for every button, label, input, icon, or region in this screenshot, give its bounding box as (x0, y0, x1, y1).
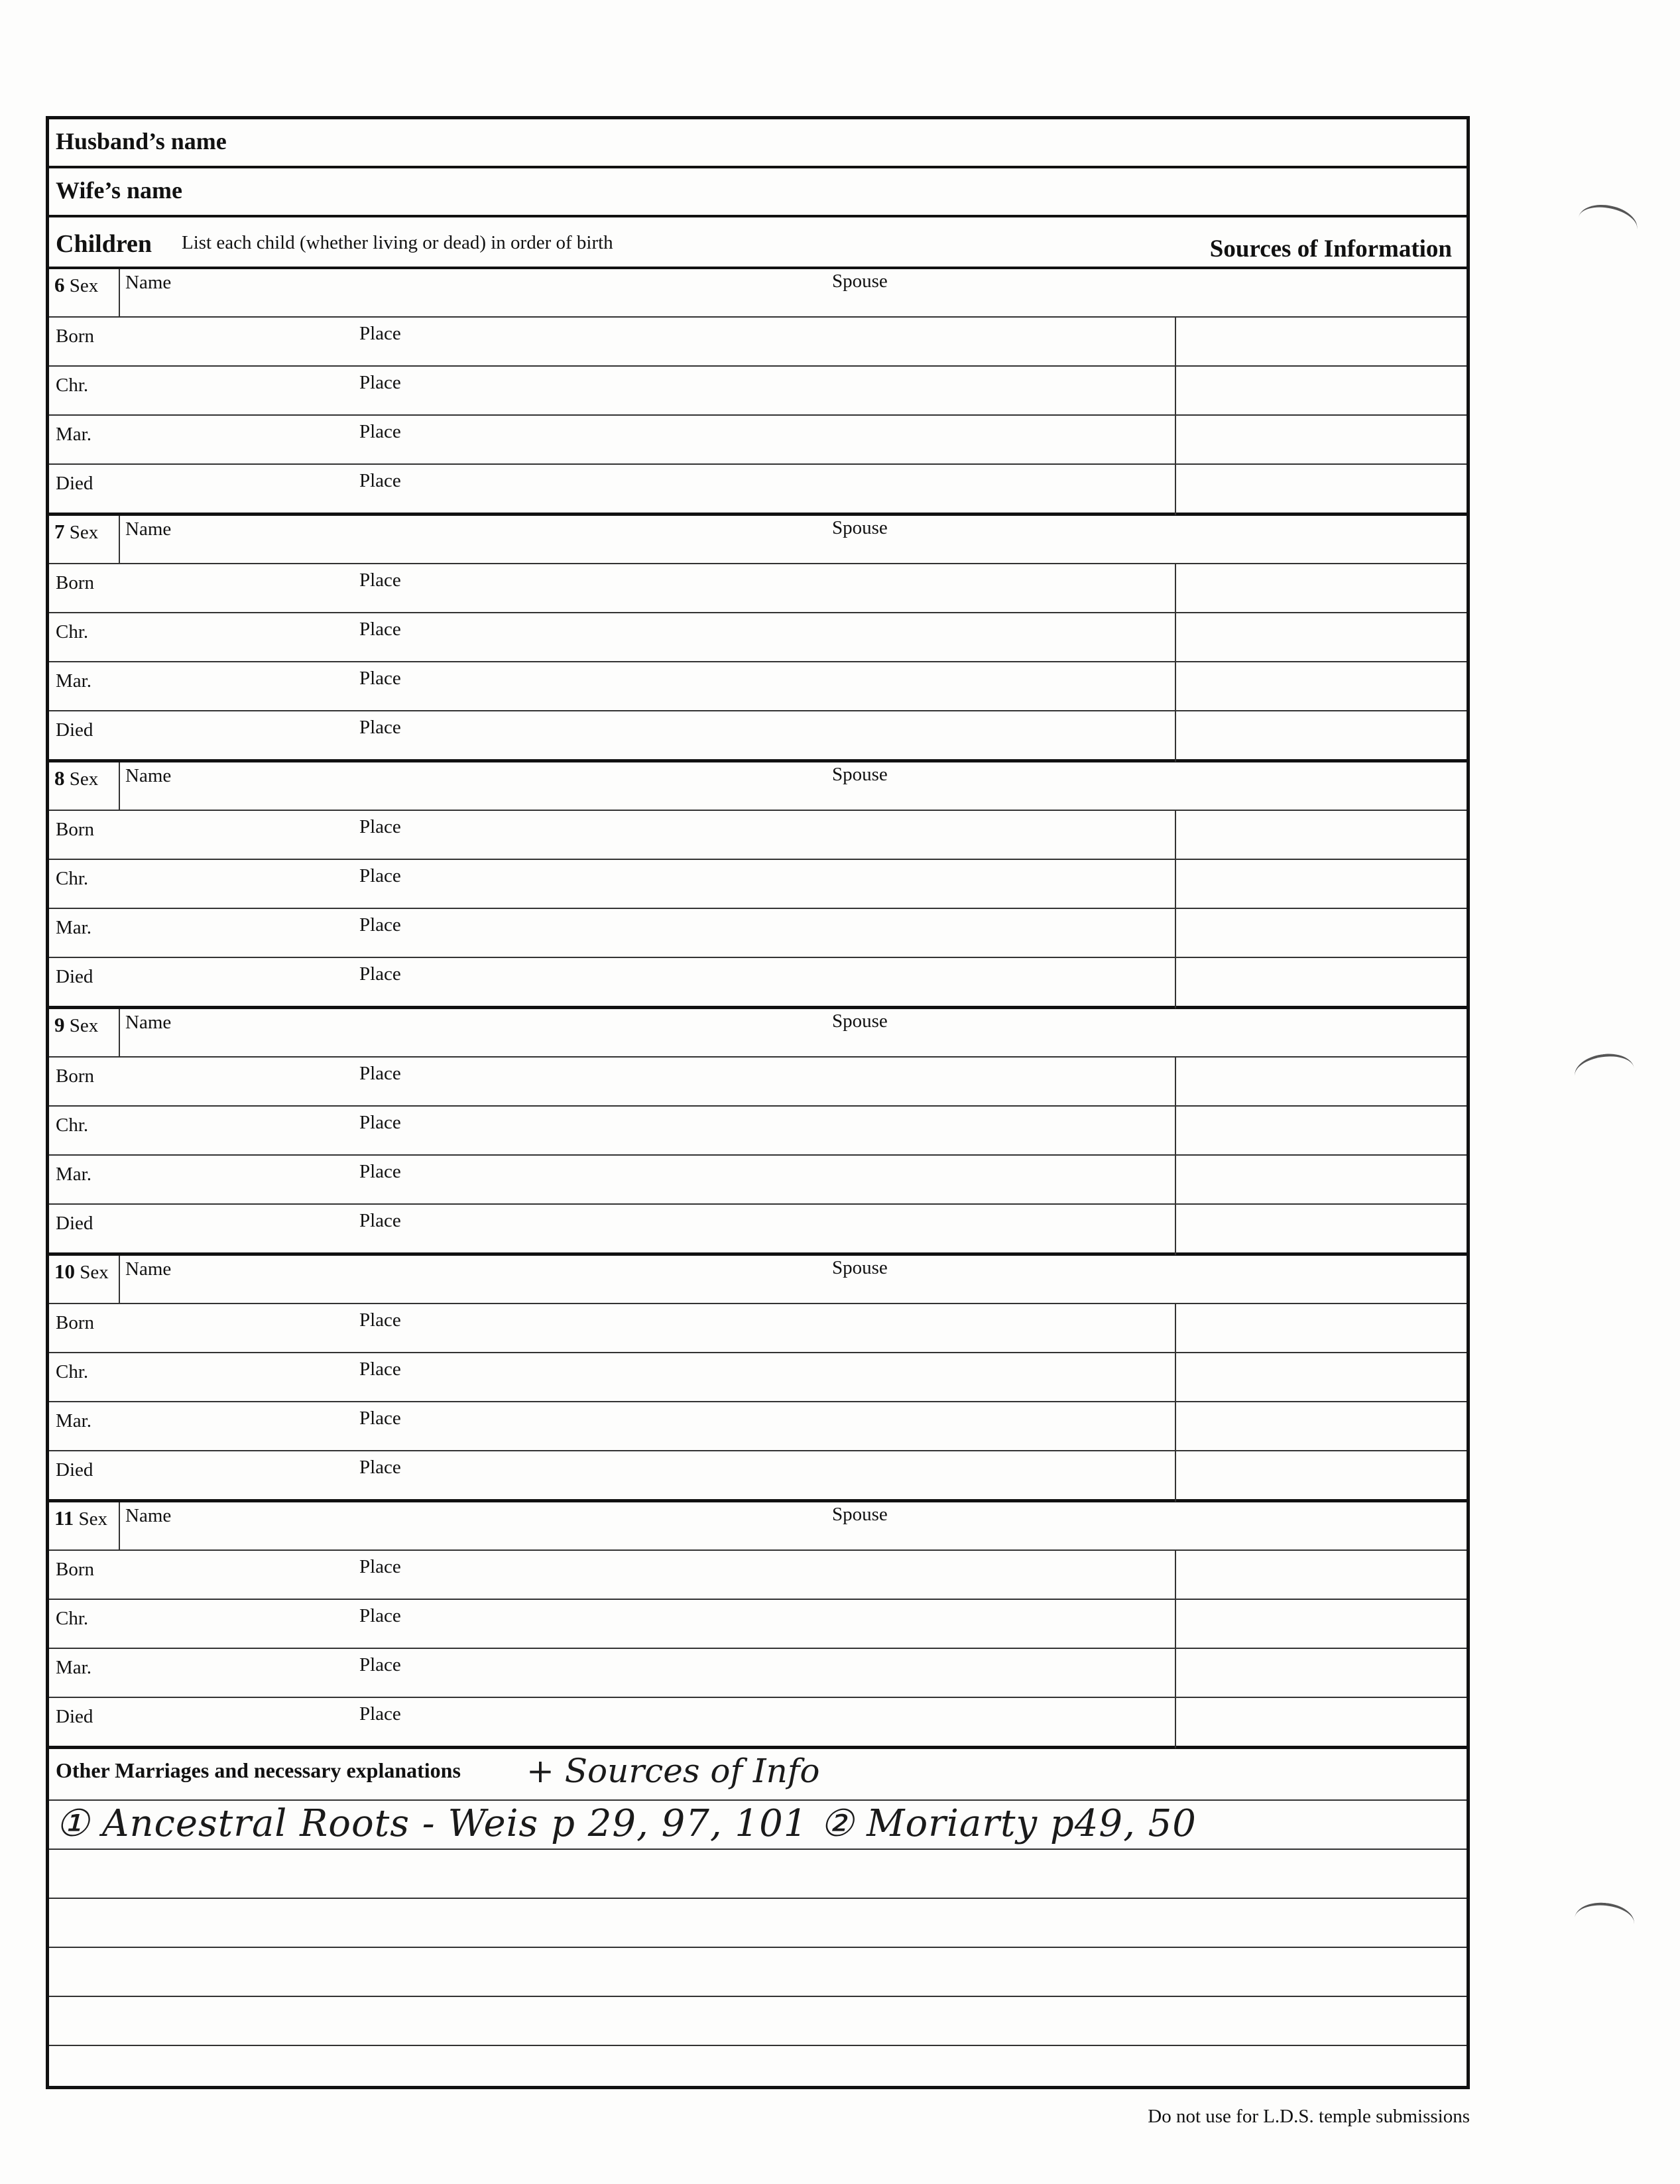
name-divider (119, 269, 120, 316)
husband-name-row[interactable] (49, 119, 1467, 168)
event-label: Mar. (56, 917, 91, 938)
children-header (49, 217, 1467, 269)
other-marriages-section (49, 1750, 1467, 2086)
place-label: Place (359, 1556, 401, 1577)
explanation-line[interactable] (49, 1996, 1467, 1997)
place-label: Place (359, 668, 401, 689)
source-cell[interactable] (1175, 958, 1176, 1008)
event-row[interactable] (49, 1156, 1467, 1205)
event-label: Chr. (56, 375, 89, 396)
event-label: Chr. (56, 1361, 89, 1382)
event-row[interactable] (49, 613, 1467, 662)
children-title: Children (56, 230, 152, 258)
name-divider (119, 516, 120, 563)
event-row[interactable] (49, 860, 1467, 909)
source-cell[interactable] (1175, 1058, 1176, 1107)
source-cell[interactable] (1175, 1304, 1176, 1353)
place-label: Place (359, 717, 401, 738)
event-row[interactable] (49, 1353, 1467, 1402)
event-row[interactable] (49, 1600, 1467, 1649)
event-label: Died (56, 1459, 93, 1481)
source-cell[interactable] (1175, 1600, 1176, 1649)
place-label: Place (359, 1605, 401, 1626)
source-cell[interactable] (1175, 1107, 1176, 1156)
other-marriages-label: Other Marriages and necessary explanations (56, 1758, 461, 1782)
source-cell[interactable] (1175, 465, 1176, 515)
child-record (49, 1502, 1467, 1749)
child-record (49, 516, 1467, 762)
child-name-row[interactable] (49, 269, 1467, 318)
child-name-label: Name (125, 765, 172, 786)
explanation-line[interactable] (49, 1947, 1467, 1948)
source-cell[interactable] (1175, 1451, 1176, 1502)
wife-name-row[interactable] (49, 168, 1467, 217)
place-label: Place (359, 421, 401, 442)
spouse-label: Spouse (832, 1257, 888, 1278)
child-number: 10 Sex (54, 1260, 109, 1283)
source-cell[interactable] (1175, 811, 1176, 860)
place-label: Place (359, 1457, 401, 1478)
event-row[interactable] (49, 465, 1467, 514)
event-label: Mar. (56, 424, 91, 445)
event-row[interactable] (49, 1205, 1467, 1254)
spouse-label: Spouse (832, 1010, 888, 1032)
event-label: Chr. (56, 1115, 89, 1136)
place-label: Place (359, 914, 401, 936)
place-label: Place (359, 470, 401, 491)
source-cell[interactable] (1175, 613, 1176, 662)
source-cell[interactable] (1175, 711, 1176, 762)
source-cell[interactable] (1175, 662, 1176, 711)
child-name-label: Name (125, 1505, 172, 1526)
place-label: Place (359, 1161, 401, 1182)
event-row[interactable] (49, 662, 1467, 711)
event-row[interactable] (49, 318, 1467, 367)
event-label: Died (56, 719, 93, 741)
footer-note: Do not use for L.D.S. temple submissions (1148, 2106, 1470, 2127)
place-label: Place (359, 1309, 401, 1331)
child-record (49, 1256, 1467, 1502)
source-cell[interactable] (1175, 564, 1176, 613)
source-cell[interactable] (1175, 416, 1176, 465)
child-name-row[interactable] (49, 1502, 1467, 1551)
child-name-label: Name (125, 518, 172, 540)
event-row[interactable] (49, 1402, 1467, 1451)
husband-name-label: Husband’s name (56, 128, 227, 154)
spouse-label: Spouse (832, 271, 888, 292)
event-row[interactable] (49, 367, 1467, 416)
family-group-sheet (46, 116, 1470, 2089)
event-label: Born (56, 819, 94, 840)
event-label: Chr. (56, 1608, 89, 1629)
place-label: Place (359, 619, 401, 640)
child-name-label: Name (125, 1012, 172, 1033)
event-row[interactable] (49, 1698, 1467, 1747)
event-label: Chr. (56, 621, 89, 642)
event-row[interactable] (49, 564, 1467, 613)
place-label: Place (359, 1063, 401, 1084)
child-number: 8 Sex (54, 766, 99, 790)
event-label: Born (56, 1065, 94, 1087)
punch-hole-mark (1575, 200, 1640, 247)
place-label: Place (359, 963, 401, 985)
event-label: Mar. (56, 1164, 91, 1185)
name-divider (119, 1009, 120, 1056)
event-row[interactable] (49, 909, 1467, 958)
spouse-label: Spouse (832, 1504, 888, 1525)
event-label: Born (56, 1312, 94, 1333)
explanation-line[interactable] (49, 2045, 1467, 2046)
place-label: Place (359, 816, 401, 837)
place-label: Place (359, 570, 401, 591)
event-label: Mar. (56, 670, 91, 692)
event-row[interactable] (49, 1649, 1467, 1698)
child-record (49, 762, 1467, 1009)
punch-hole-mark (1573, 1900, 1636, 1941)
place-label: Place (359, 1703, 401, 1725)
handwritten-sources-line: ① Ancestral Roots - Weis p 29, 97, 101 ② Moriarty p49, 50 (56, 1802, 1197, 1845)
child-name-label: Name (125, 1258, 172, 1280)
event-row[interactable] (49, 1451, 1467, 1500)
punch-hole-mark (1573, 1050, 1637, 1094)
event-label: Died (56, 1213, 93, 1234)
source-cell[interactable] (1175, 1551, 1176, 1600)
child-number: 6 Sex (54, 273, 99, 296)
name-divider (119, 762, 120, 810)
place-label: Place (359, 1112, 401, 1133)
spouse-label: Spouse (832, 517, 888, 538)
source-cell[interactable] (1175, 1156, 1176, 1205)
source-cell[interactable] (1175, 909, 1176, 958)
place-label: Place (359, 1210, 401, 1231)
event-row[interactable] (49, 811, 1467, 860)
child-number: 9 Sex (54, 1013, 99, 1036)
child-record (49, 269, 1467, 516)
event-row[interactable] (49, 1304, 1467, 1353)
source-cell[interactable] (1175, 1402, 1176, 1451)
event-label: Mar. (56, 1410, 91, 1431)
event-label: Chr. (56, 868, 89, 889)
wife-name-label: Wife’s name (56, 177, 182, 204)
source-cell[interactable] (1175, 860, 1176, 909)
name-divider (119, 1256, 120, 1303)
event-row[interactable] (49, 416, 1467, 465)
source-cell[interactable] (1175, 367, 1176, 416)
explanation-line[interactable] (49, 1799, 1467, 1801)
child-record (49, 1009, 1467, 1256)
source-cell[interactable] (1175, 1205, 1176, 1255)
explanation-line[interactable] (49, 1898, 1467, 1899)
child-name-label: Name (125, 272, 172, 293)
child-name-row[interactable] (49, 1009, 1467, 1058)
source-cell[interactable] (1175, 1649, 1176, 1698)
place-label: Place (359, 865, 401, 886)
event-row[interactable] (49, 1058, 1467, 1107)
child-number: 7 Sex (54, 520, 99, 543)
source-cell[interactable] (1175, 1698, 1176, 1748)
handwritten-heading: + Sources of Info (526, 1752, 820, 1790)
child-number: 11 Sex (54, 1506, 108, 1530)
event-label: Died (56, 966, 93, 987)
source-cell[interactable] (1175, 318, 1176, 367)
event-row[interactable] (49, 958, 1467, 1007)
explanation-line[interactable] (49, 1849, 1467, 1850)
place-label: Place (359, 1408, 401, 1429)
event-label: Died (56, 1706, 93, 1727)
event-row[interactable] (49, 711, 1467, 760)
source-cell[interactable] (1175, 1353, 1176, 1402)
name-divider (119, 1502, 120, 1549)
place-label: Place (359, 1359, 401, 1380)
place-label: Place (359, 372, 401, 393)
event-label: Born (56, 1559, 94, 1580)
event-row[interactable] (49, 1551, 1467, 1600)
child-name-row[interactable] (49, 516, 1467, 564)
child-name-row[interactable] (49, 1256, 1467, 1304)
children-instruction: List each child (whether living or dead) in order of birth (182, 232, 613, 253)
event-label: Born (56, 326, 94, 347)
event-row[interactable] (49, 1107, 1467, 1156)
place-label: Place (359, 1654, 401, 1675)
spouse-label: Spouse (832, 764, 888, 785)
place-label: Place (359, 323, 401, 344)
event-label: Mar. (56, 1657, 91, 1678)
child-name-row[interactable] (49, 762, 1467, 811)
event-label: Died (56, 473, 93, 494)
sources-title: Sources of Information (1209, 235, 1452, 263)
event-label: Born (56, 572, 94, 593)
